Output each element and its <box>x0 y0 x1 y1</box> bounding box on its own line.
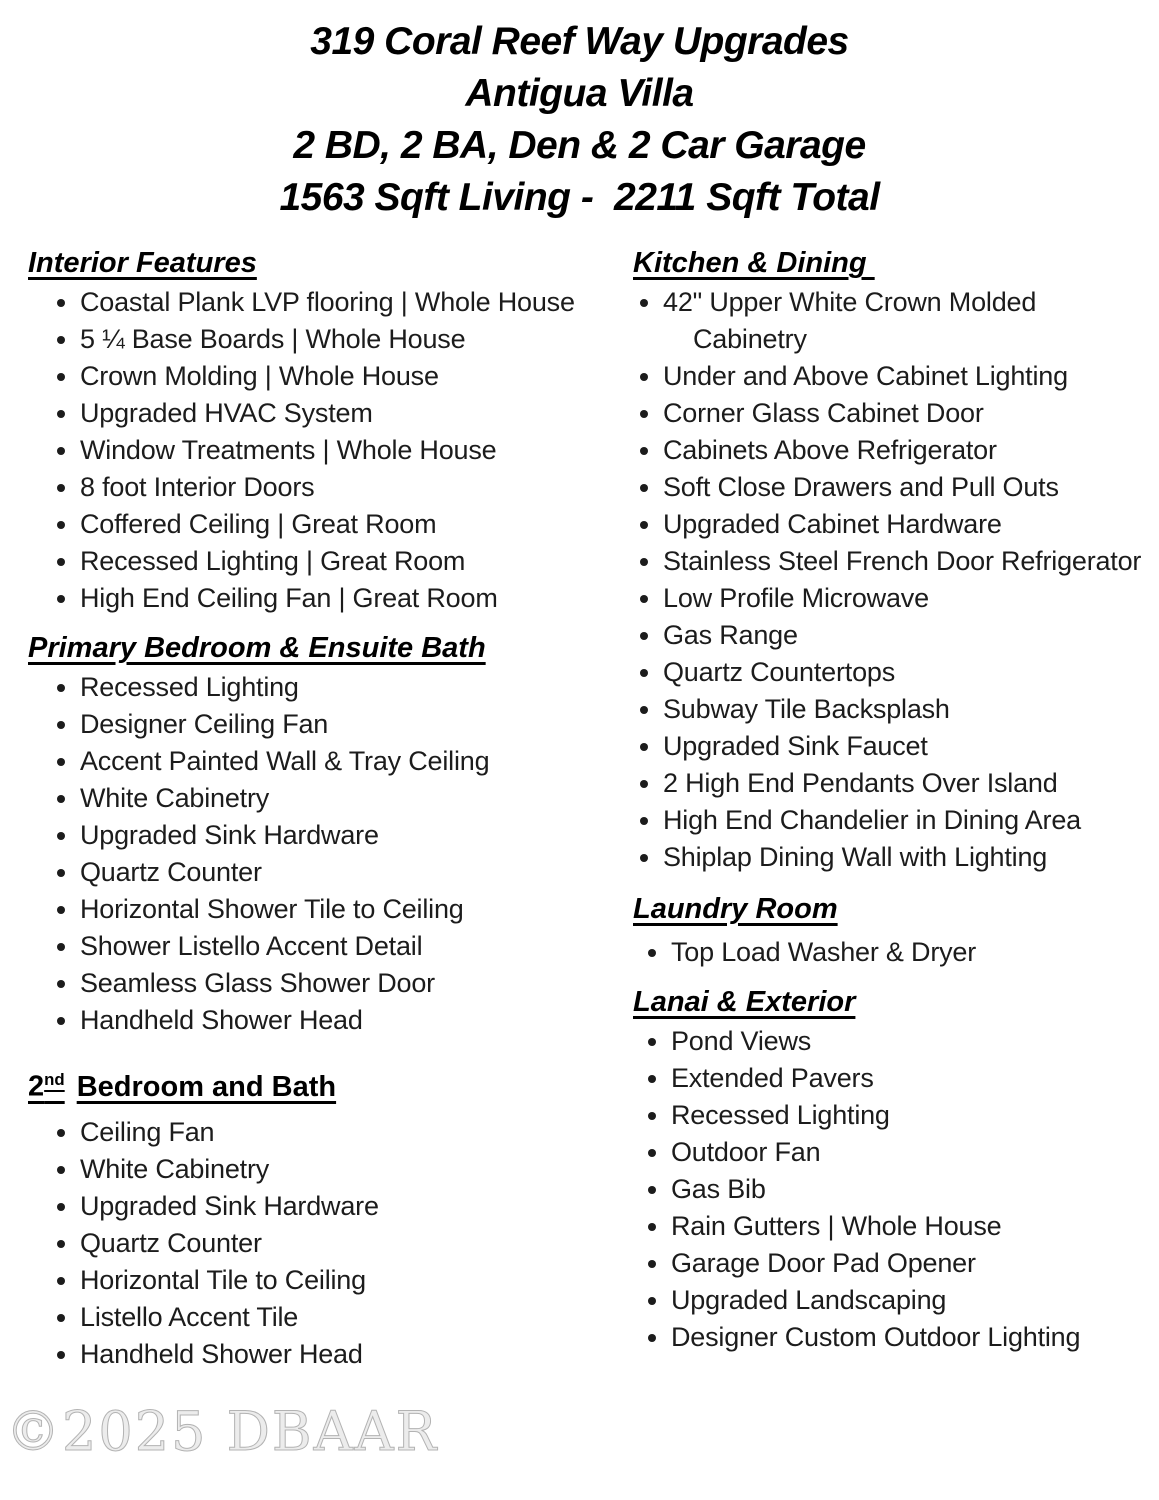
list-item-text: • Crown Molding | Whole House <box>80 361 439 391</box>
list-item <box>80 1225 633 1262</box>
list-item-text: • Designer Ceiling Fan <box>80 709 329 739</box>
list-item-text: • Quartz Countertops <box>663 657 896 687</box>
list-item <box>663 543 1149 580</box>
list-item-text: • Cabinets Above Refrigerator <box>663 435 997 465</box>
list-item <box>671 1171 1149 1208</box>
list-item-text: • White Cabinetry <box>80 783 270 813</box>
list-item <box>671 1319 1149 1356</box>
list-item <box>80 817 633 854</box>
list-item <box>663 284 1149 358</box>
left-column <box>28 246 633 1373</box>
list-item <box>80 669 633 706</box>
list-item <box>80 1336 633 1373</box>
list-item-text: • Designer Custom Outdoor Lighting <box>671 1322 1081 1352</box>
list-item <box>80 469 633 506</box>
list-item <box>80 1188 633 1225</box>
list-item <box>80 321 633 358</box>
kitchen-dining-list <box>633 284 1149 876</box>
list-item <box>80 580 633 617</box>
list-item <box>663 580 1149 617</box>
section-heading-kitchen-dining: Kitchen & Dining <box>633 247 875 279</box>
list-item <box>663 839 1149 876</box>
section-primary-bedroom <box>28 631 633 1039</box>
list-item <box>80 928 633 965</box>
list-item-text: • Upgraded Sink Faucet <box>663 731 928 761</box>
list-item-text: • Gas Bib <box>671 1174 766 1204</box>
list-item-text: • Handheld Shower Head <box>80 1005 363 1035</box>
list-item-text: • Garage Door Pad Opener <box>671 1248 976 1278</box>
list-item <box>663 691 1149 728</box>
list-item <box>663 469 1149 506</box>
section-heading-interior-features: Interior Features <box>28 247 257 279</box>
title-line-model: Antigua Villa <box>465 72 694 115</box>
list-item <box>80 1151 633 1188</box>
list-item-text: • Corner Glass Cabinet Door <box>663 398 984 428</box>
list-item <box>80 358 633 395</box>
list-item <box>80 543 633 580</box>
list-item-text: • Gas Range <box>663 620 798 650</box>
list-item <box>80 854 633 891</box>
section-interior-features <box>28 246 633 617</box>
list-item-text: • High End Chandelier in Dining Area <box>663 805 1081 835</box>
list-item-text: • 42" Upper White Crown Molded Cabinetry <box>663 287 1037 354</box>
second-bedroom-number: 2 <box>28 1070 45 1103</box>
list-item-text: • Coastal Plank LVP flooring | Whole House <box>80 287 575 317</box>
list-item-text: • Extended Pavers <box>671 1063 874 1093</box>
list-item <box>80 506 633 543</box>
list-item-text: • Top Load Washer & Dryer <box>671 937 977 967</box>
list-item <box>663 654 1149 691</box>
primary-bedroom-list <box>28 669 633 1039</box>
list-item <box>80 1299 633 1336</box>
list-item-text: • Recessed Lighting <box>671 1100 890 1130</box>
second-bedroom-list <box>28 1114 633 1373</box>
list-item <box>671 1023 1149 1060</box>
list-item <box>80 1114 633 1151</box>
list-item-text: • 2 High End Pendants Over Island <box>663 768 1058 798</box>
list-item-text: • Upgraded Landscaping <box>671 1285 947 1315</box>
section-second-bedroom <box>28 1063 633 1373</box>
list-item-text: • White Cabinetry <box>80 1153 270 1184</box>
list-item-text: • Shower Listello Accent Detail <box>80 931 423 961</box>
right-column <box>633 246 1149 1356</box>
list-item <box>671 1134 1149 1171</box>
list-item <box>80 743 633 780</box>
section-kitchen-dining <box>633 246 1149 876</box>
list-item <box>80 891 633 928</box>
list-item-text: • Outdoor Fan <box>671 1137 821 1167</box>
laundry-room-list <box>633 934 1149 971</box>
interior-features-list <box>28 284 633 617</box>
list-item-text: • Window Treatments | Whole House <box>80 435 497 465</box>
list-item-text: • Listello Accent Tile <box>80 1301 299 1332</box>
list-item-text: • Quartz Counter <box>80 1227 262 1258</box>
list-item-text: • Subway Tile Backsplash <box>663 694 950 724</box>
list-item-text: • Horizontal Tile to Ceiling <box>80 1264 366 1295</box>
list-item-text: • Low Profile Microwave <box>663 583 929 613</box>
list-item <box>663 765 1149 802</box>
list-item-text: • Upgraded Sink Hardware <box>80 1190 379 1221</box>
section-lanai-exterior <box>633 985 1149 1356</box>
title-line-sqft: 1563 Sqft Living - 2211 Sqft Total <box>279 176 880 219</box>
list-item <box>663 617 1149 654</box>
list-item <box>663 506 1149 543</box>
list-item-text: • Rain Gutters | Whole House <box>671 1211 1002 1241</box>
list-item <box>671 1245 1149 1282</box>
list-item-text: • Soft Close Drawers and Pull Outs <box>663 472 1059 502</box>
document-title <box>0 0 1159 224</box>
lanai-exterior-list <box>633 1023 1149 1356</box>
title-line-address: 319 Coral Reef Way Upgrades <box>310 20 849 63</box>
list-item <box>671 934 1149 971</box>
list-item <box>80 1002 633 1039</box>
section-heading-second-bedroom <box>28 1063 633 1104</box>
list-item-text: • Upgraded HVAC System <box>80 398 373 428</box>
list-item-text: • Shiplap Dining Wall with Lighting <box>663 842 1048 872</box>
list-item <box>80 706 633 743</box>
list-item-text: • Coffered Ceiling | Great Room <box>80 509 437 539</box>
list-item <box>80 284 633 321</box>
list-item-text: • 8 foot Interior Doors <box>80 472 315 502</box>
section-heading-laundry-room: Laundry Room <box>633 893 838 925</box>
list-item-text: • Recessed Lighting | Great Room <box>80 546 466 576</box>
second-bedroom-title-rest: Bedroom and Bath <box>76 1070 337 1103</box>
list-item <box>80 1262 633 1299</box>
list-item-text: • High End Ceiling Fan | Great Room <box>80 583 498 613</box>
list-item <box>671 1097 1149 1134</box>
list-item <box>80 432 633 469</box>
second-bedroom-ordinal: nd <box>44 1070 65 1089</box>
section-heading-primary-bedroom: Primary Bedroom & Ensuite Bath <box>28 632 486 664</box>
list-item-text: • Handheld Shower Head <box>80 1338 363 1369</box>
section-laundry-room <box>633 892 1149 971</box>
list-item <box>671 1060 1149 1097</box>
list-item <box>663 432 1149 469</box>
list-item-text: • Seamless Glass Shower Door <box>80 968 435 998</box>
list-item <box>80 965 633 1002</box>
list-item <box>80 395 633 432</box>
list-item <box>663 395 1149 432</box>
list-item <box>663 358 1149 395</box>
list-item-text: • Pond Views <box>671 1026 812 1056</box>
list-item-text: • Stainless Steel French Door Refrigerator <box>663 546 1142 576</box>
list-item-text: • Upgraded Cabinet Hardware <box>663 509 1002 539</box>
list-item <box>663 728 1149 765</box>
list-item <box>671 1208 1149 1245</box>
list-item-text: • Accent Painted Wall & Tray Ceiling <box>80 746 490 776</box>
list-item <box>671 1282 1149 1319</box>
two-column-body <box>0 224 1159 1373</box>
section-heading-lanai-exterior: Lanai & Exterior <box>633 986 856 1018</box>
copyright-watermark: ©2025 DBAAR <box>6 1400 439 1463</box>
list-item-text: • Ceiling Fan <box>80 1116 215 1147</box>
title-line-layout: 2 BD, 2 BA, Den & 2 Car Garage <box>293 124 866 167</box>
list-item-text: • 5 ¼ Base Boards | Whole House <box>80 324 466 354</box>
list-item <box>80 780 633 817</box>
list-item-text: • Under and Above Cabinet Lighting <box>663 361 1068 391</box>
list-item-text: • Upgraded Sink Hardware <box>80 820 379 850</box>
list-item-text: • Horizontal Shower Tile to Ceiling <box>80 894 464 924</box>
list-item-text: • Recessed Lighting <box>80 672 299 702</box>
list-item <box>663 802 1149 839</box>
list-item-text: • Quartz Counter <box>80 857 262 887</box>
